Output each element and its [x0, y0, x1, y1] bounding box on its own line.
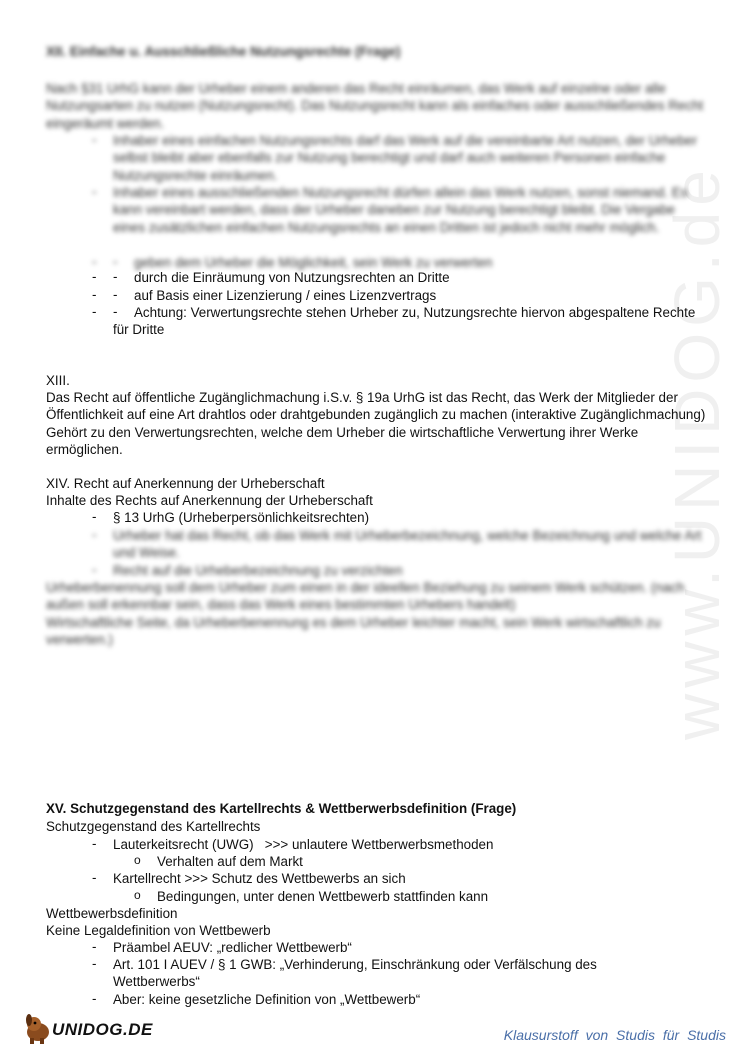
- sub-bullet-circle: o: [134, 853, 141, 867]
- list-dash: -: [92, 509, 97, 524]
- footer-tagline: Klausurstoff von Studis für Studis: [503, 1027, 726, 1043]
- list-dash: -: [113, 304, 118, 319]
- list-item: Verhalten auf dem Markt: [157, 854, 303, 869]
- section-15-subheading: Keine Legaldefinition von Wettbewerb: [46, 923, 271, 938]
- list-dash: -: [92, 939, 97, 954]
- list-item: § 13 UrhG (Urheberpersönlichkeitsrechten): [113, 510, 370, 525]
- list-item: Aber: keine gesetzliche Definition von „Wettbewerb“: [113, 992, 421, 1007]
- logo-text: UNIDOG.DE: [52, 1020, 153, 1039]
- list-item: Urheber hat das Recht, ob das Werk mit Urheberbezeichnung, welche Bezeichnung und welche Art und Weise.: [113, 528, 702, 561]
- section-14-paragraph: Wirtschaftliche Seite, da Urheberbenennung es dem Urheber leichter macht, sein Werk wirtschaftlich zu verwerten.): [46, 615, 661, 648]
- list-dash: -: [113, 254, 118, 269]
- list-dash: -: [92, 132, 97, 147]
- list-item: Art. 101 I AUEV / § 1 GWB: „Verhinderung, Einschränkung oder Verfälschung des Wettberwerbs“: [113, 957, 597, 990]
- list-item: Recht auf die Urheberbezeichnung zu verzichten: [113, 563, 403, 578]
- list-item: durch die Einräumung von Nutzungsrechten an Dritte: [134, 270, 450, 285]
- list-dash: -: [92, 956, 97, 971]
- list-item: auf Basis einer Lizenzierung / eines Lizenzvertrags: [134, 288, 437, 303]
- list-dash: -: [92, 527, 97, 542]
- list-dash: -: [113, 269, 118, 284]
- list-item: Präambel AEUV: „redlicher Wettbewerb“: [113, 940, 352, 955]
- section-13-text: Das Recht auf öffentliche Zugänglichmachung i.S.v. § 19a UrhG ist das Recht, das Werk der Mitglieder der Öffentlichkeit auf eine Art drahtlos oder drahtgebunden zugänglich zu machen (interaktive Zugänglichmachung) Gehört zu den Verwertungsrechten, welche dem Urheber die wirtschaftliche Verwertung ihrer Werke ermöglichen.: [46, 390, 706, 458]
- section-14-heading: XIV. Recht auf Anerkennung der Urheberschaft: [46, 476, 325, 491]
- section-14-paragraph: Urheberbenennung soll dem Urheber zum einen in der ideellen Beziehung zu seinem Werk schützen. (nach außen soll erkennbar sein, dass das Werk eines bestimmten Urhebers handelt): [46, 580, 685, 613]
- section-15-heading: XV. Schutzgegenstand des Kartellrechts & Wettberwerbsdefinition (Frage): [46, 801, 517, 816]
- section-14-subheading: Inhalte des Rechts auf Anerkennung der Urheberschaft: [46, 493, 373, 508]
- section-13-heading: XIII.: [46, 373, 70, 388]
- list-item: Inhaber eines einfachen Nutzungsrechts darf das Werk auf die vereinbarte Art nutzen, der Urheber selbst bleibt aber ebenfalls zur Nutzung berechtigt und darf auch weiteren Personen einfache Nutzungsrechte einräumen.: [113, 133, 698, 183]
- list-item: Kartellrecht >>> Schutz des Wettbewerbs an sich: [113, 871, 406, 886]
- list-dash: -: [92, 870, 97, 885]
- sub-bullet-circle: o: [134, 888, 141, 902]
- section-15-subheading: Schutzgegenstand des Kartellrechts: [46, 819, 261, 834]
- list-dash: -: [92, 254, 97, 269]
- list-dash: -: [92, 562, 97, 577]
- list-item: geben dem Urheber die Möglichkeit, sein Werk zu verwerten: [134, 255, 493, 270]
- unidog-logo: [22, 1010, 162, 1046]
- list-dash: -: [92, 304, 97, 319]
- section-15-subheading: Wettbewerbsdefinition: [46, 906, 178, 921]
- list-item: Inhaber eines ausschließenden Nutzungsrecht dürfen allein das Werk nutzen, sonst niemand. Es kann vereinbart werden, dass der Urheber daneben zur Nutzung berechtigt bleibt. Die Vergabe eines zusätzlichen einfachen Nutzungsrechts an einen Dritten ist jedoch nicht mehr möglich.: [113, 185, 688, 235]
- list-dash: -: [92, 836, 97, 851]
- section-12-heading: XII. Einfache u. Ausschließliche Nutzungsrechte (Frage): [46, 44, 401, 59]
- list-dash: -: [92, 287, 97, 302]
- list-dash: -: [113, 287, 118, 302]
- list-item: Lauterkeitsrecht (UWG) >>> unlautere Wettberwerbsmethoden: [113, 837, 494, 852]
- watermark-text: www.UNIDOG.de: [661, 164, 733, 740]
- section-12-intro: Nach §31 UrhG kann der Urheber einem anderen das Recht einräumen, das Werk auf einzelne oder alle Nutzungsarten zu nutzen (Nutzungsrecht). Das Nutzungsrecht kann als einfaches oder ausschließendes Recht eingeräumt werden.: [46, 81, 704, 131]
- list-dash: -: [92, 269, 97, 284]
- list-dash: -: [92, 184, 97, 199]
- list-item: Bedingungen, unter denen Wettbewerb stattfinden kann: [157, 889, 489, 904]
- list-item: Achtung: Verwertungsrechte stehen Urheber zu, Nutzungsrechte hiervon abgespaltene Rechte für Dritte: [113, 305, 696, 338]
- list-dash: -: [92, 991, 97, 1006]
